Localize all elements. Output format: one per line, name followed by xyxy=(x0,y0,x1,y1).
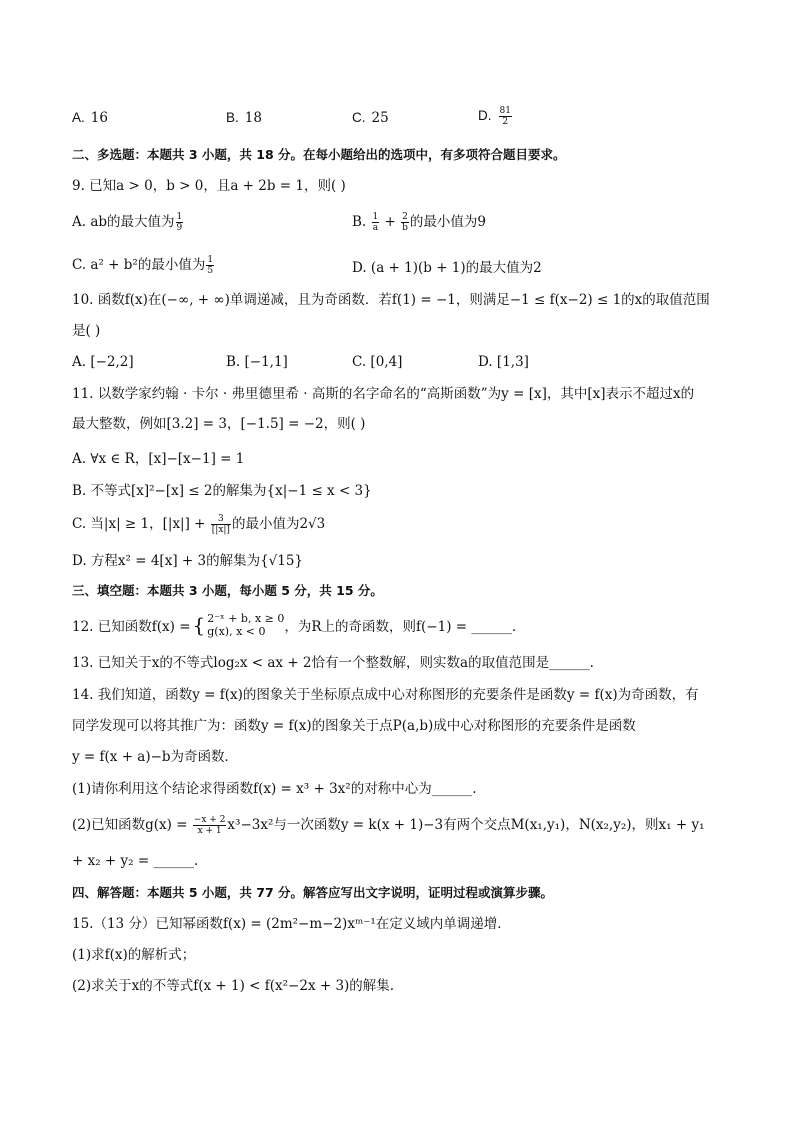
q10-option-d: D. [1,3] xyxy=(478,354,529,370)
q11-option-a: A. ∀x ∈ R，[x]−[x−1] = 1 xyxy=(72,451,245,467)
q10-option-a: A. [−2,2] xyxy=(72,354,134,370)
q9-option-a: A. ab的最大值为 $\frac{1}{9}$ xyxy=(72,212,183,233)
question-15-stem: 15.（13 分）已知幂函数f(x) = (2m²−m−2)xᵐ⁻¹在定义域内单调递增． xyxy=(72,916,511,932)
question-10-stem: 10. 函数f(x)在(−∞, + ∞)单调递减，且为奇函数．若f(1) = −1，则满足−1 ≤ f(x−2) ≤ 1的x的取值范围 xyxy=(72,292,710,308)
question-12: 12. 已知函数f(x) = { 2⁻ˣ + b, x ≥ 0 g(x), x < 0 ，为R上的奇函数，则f(−1) = ______. xyxy=(72,612,517,638)
question-11-stem: 11. 以数学家约翰 · 卡尔 · 弗里德里希 · 高斯的名字命名的“高斯函数”为y = [x]，其中[x]表示不超过x的 xyxy=(72,386,695,402)
question-15-part2: (2)求关于x的不等式f(x + 1) < f(x²−2x + 3)的解集. xyxy=(72,978,395,994)
question-14-line1: 14. 我们知道，函数y = f(x)的图象关于坐标原点成中心对称图形的充要条件是函数y = f(x)为奇函数，有 xyxy=(72,687,699,703)
q9-option-d: D. (a + 1)(b + 1)的最大值为2 xyxy=(352,260,542,276)
q11-option-d: D. 方程x² = 4[x] + 3的解集为{√15} xyxy=(72,553,304,569)
question-10-stem-cont: 是( ) xyxy=(72,323,101,339)
q11-option-b: B. 不等式[x]²−[x] ≤ 2的解集为{x|−1 ≤ x < 3} xyxy=(72,483,372,499)
section-3-heading: 三、填空题：本题共 3 小题，每小题 5 分，共 15 分。 xyxy=(72,583,383,598)
q10-option-c: C. [0,4] xyxy=(352,354,403,370)
question-15-part1: (1)求f(x)的解析式； xyxy=(72,947,196,963)
q8-option-d: D. $\frac{81}{2}$ xyxy=(478,106,511,127)
question-14-part1: (1)请你利用这个结论求得函数f(x) = x³ + 3x²的对称中心为______. xyxy=(72,781,477,797)
q9-option-c: C. a² + b²的最小值为 $\frac{1}{5}$ xyxy=(72,255,214,276)
question-14-part2-cont: + x₂ + y₂ = ______. xyxy=(72,853,199,869)
question-11-stem-cont: 最大整数，例如[3.2] = 3，[−1.5] = −2，则( ) xyxy=(72,416,366,432)
brace-icon: { xyxy=(192,613,206,637)
question-13: 13. 已知关于x的不等式log₂x < ax + 2恰有一个整数解，则实数a的取值范围是______. xyxy=(72,655,594,671)
question-9-stem: 9. 已知a > 0，b > 0，且a + 2b = 1，则( ) xyxy=(72,178,346,194)
q8-option-a: A. 16 xyxy=(72,110,108,126)
q9-option-b: B. $\frac{1}{a}$ + $\frac{2}{b}$ 的最小值为9 xyxy=(352,212,487,233)
question-14-line3: y = f(x + a)−b为奇函数． xyxy=(72,749,239,765)
q11-option-c: C. 当|x| ≥ 1，[|x|] + $\frac{3}{[|x|]}$ 的最小值为2√3 xyxy=(72,514,326,535)
section-2-heading: 二、多选题：本题共 3 小题，共 18 分。在每小题给出的选项中，有多项符合题目要求。 xyxy=(72,147,566,162)
q8-option-c: C. 25 xyxy=(352,110,389,126)
q8-option-b: B. 18 xyxy=(226,110,262,126)
question-14-line2: 同学发现可以将其推广为：函数y = f(x)的图象关于点P(a,b)成中心对称图形的充要条件是函数 xyxy=(72,718,636,734)
question-14-part2: (2)已知函数g(x) = $\frac{-x + 2}{x + 1}$ x³−3x²与一次函数y = k(x + 1)−3有两个交点M(x₁,y₁)，N(x₂,y₂)，则x₁ + y₁ xyxy=(72,815,705,836)
q10-option-b: B. [−1,1] xyxy=(226,354,288,370)
section-4-heading: 四、解答题：本题共 5 小题，共 77 分。解答应写出文字说明，证明过程或演算步骤。 xyxy=(72,885,554,900)
